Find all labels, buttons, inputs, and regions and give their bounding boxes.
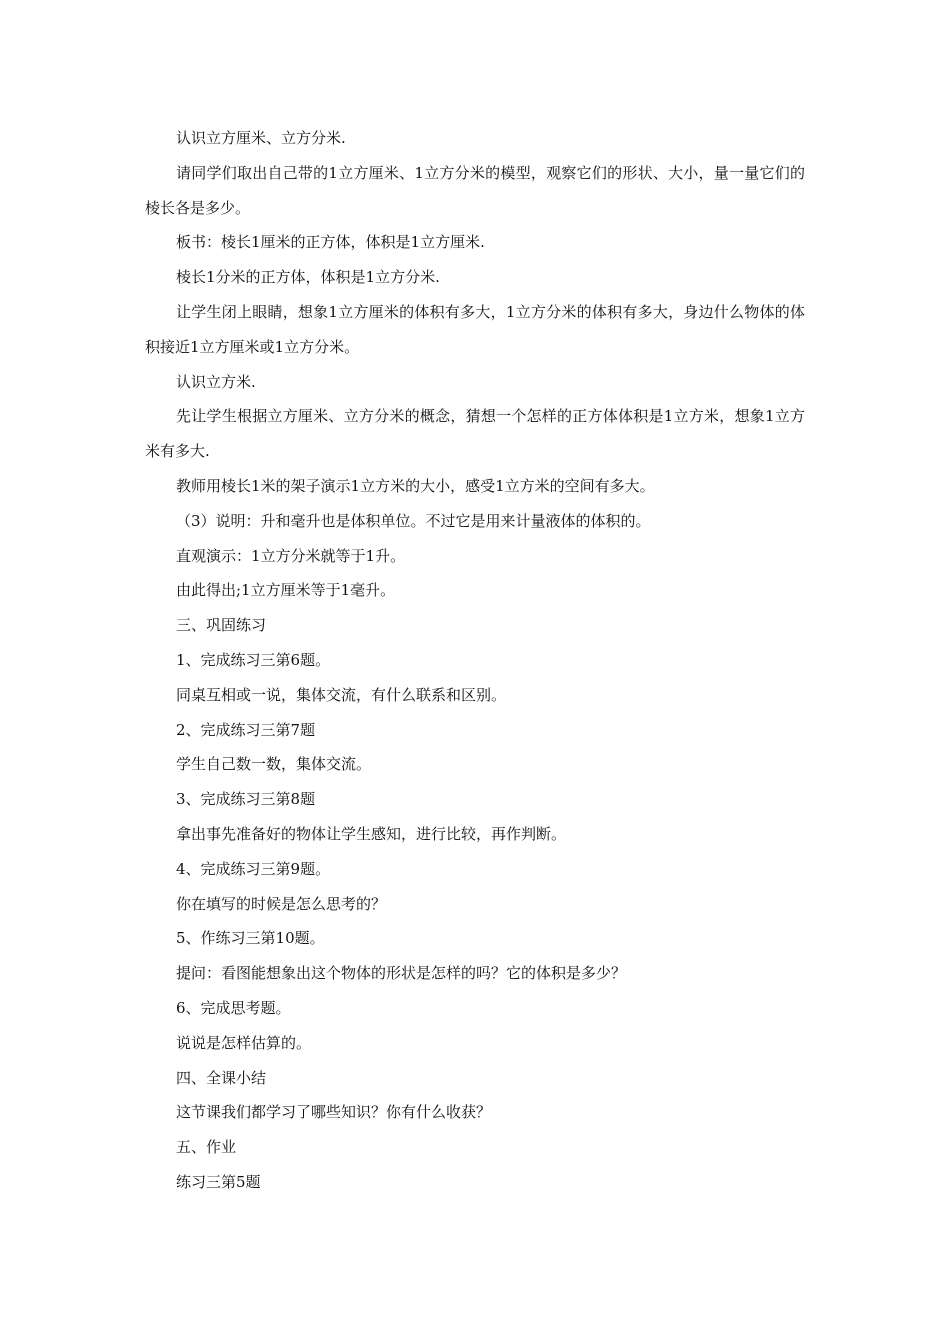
paragraph: 说说是怎样估算的。	[176, 1033, 312, 1052]
paragraph: 学生自己数一数，集体交流。	[176, 755, 372, 774]
paragraph: 让学生闭上眼睛，想象1立方厘米的体积有多大，1立方分米的体积有多大，身边什么物体的体积接近1立方厘米或1立方分米。	[145, 302, 805, 356]
section-heading: 三、巩固练习	[176, 616, 267, 635]
paragraph: 练习三第5题	[176, 1172, 261, 1191]
document-body	[145, 121, 805, 1200]
paragraph: 认识立方厘米、立方分米.	[176, 129, 346, 147]
section-heading: 四、全课小结	[176, 1068, 267, 1087]
section-heading: 五、作业	[176, 1138, 237, 1157]
paragraph: 拿出事先准备好的物体让学生感知，进行比较，再作判断。	[176, 824, 567, 843]
exercise-item: 2、完成练习三第7题	[176, 720, 316, 739]
exercise-item: 6、完成思考题。	[176, 998, 291, 1017]
paragraph: 板书：棱长1厘米的正方体，体积是1立方厘米.	[176, 233, 485, 252]
paragraph: 认识立方米.	[176, 372, 256, 391]
paragraph: 棱长1分米的正方体，体积是1立方分米.	[176, 268, 440, 287]
paragraph: 同桌互相或一说，集体交流，有什么联系和区别。	[176, 685, 507, 704]
paragraph: 请同学们取出自己带的1立方厘米、1立方分米的模型，观察它们的形状、大小，量一量它们的棱长各是多少。	[145, 163, 805, 217]
exercise-item: 1、完成练习三第6题。	[176, 650, 331, 669]
paragraph: 直观演示：1立方分米就等于1升。	[176, 546, 406, 565]
paragraph: 由此得出;1立方厘米等于1毫升。	[176, 581, 396, 600]
exercise-item: 5、作练习三第10题。	[176, 929, 325, 948]
paragraph: 先让学生根据立方厘米、立方分米的概念，猜想一个怎样的正方体体积是1立方米，想象1立方米有多大.	[145, 407, 805, 461]
paragraph: 提问：看图能想象出这个物体的形状是怎样的吗？它的体积是多少？	[176, 964, 627, 983]
paragraph: 你在填写的时候是怎么思考的？	[176, 894, 387, 913]
paragraph: 教师用棱长1米的架子演示1立方米的大小，感受1立方米的空间有多大。	[176, 476, 655, 495]
paragraph: （3）说明：升和毫升也是体积单位。不过它是用来计量液体的体积的。	[176, 511, 651, 530]
paragraph: 这节课我们都学习了哪些知识？你有什么收获？	[176, 1103, 492, 1122]
exercise-item: 4、完成练习三第9题。	[176, 859, 331, 878]
exercise-item: 3、完成练习三第8题	[176, 790, 316, 809]
